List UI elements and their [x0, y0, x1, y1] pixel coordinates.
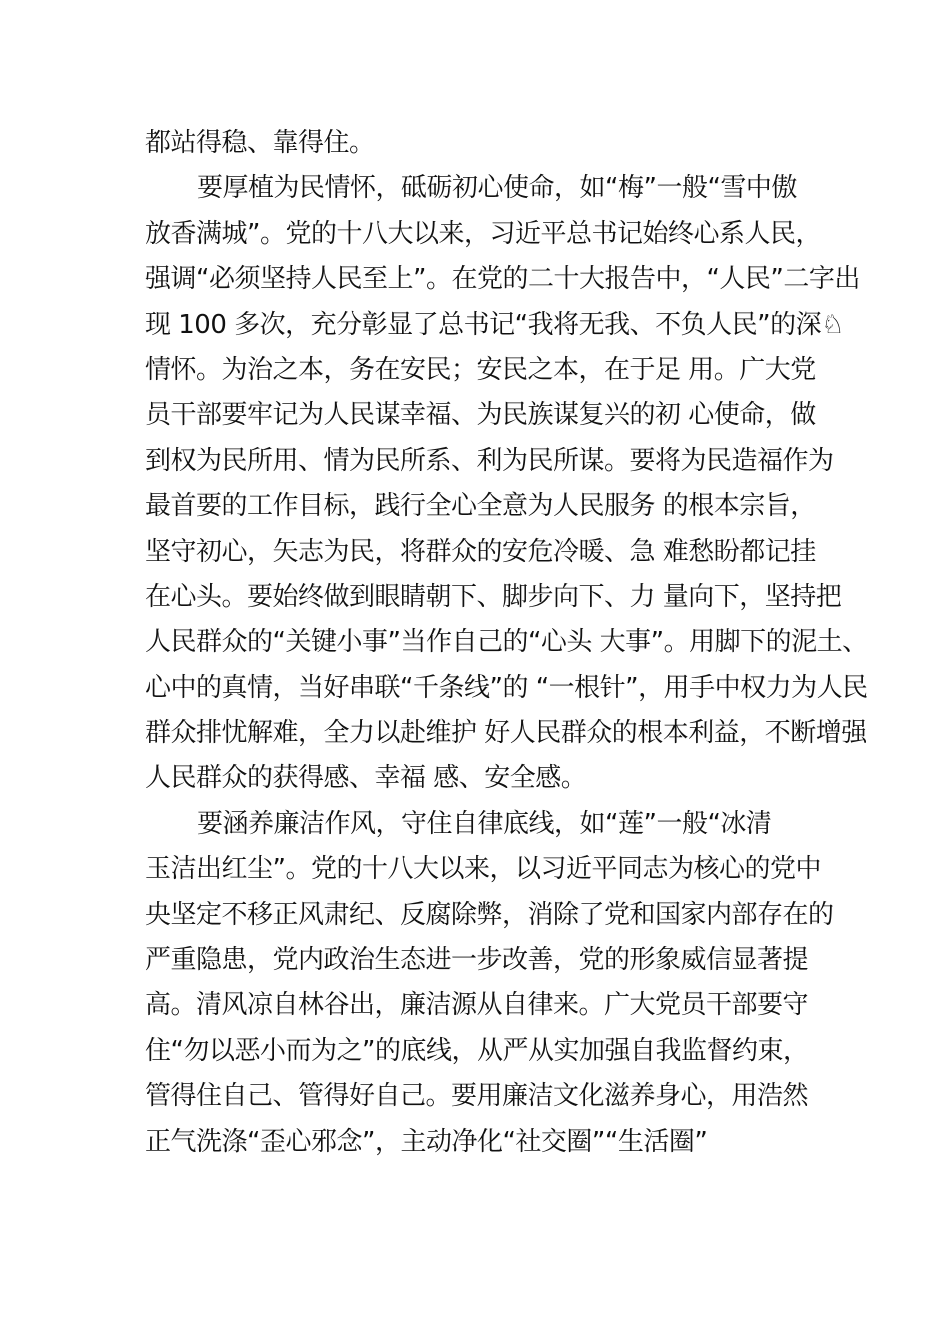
text-line: 坚守初心，矢志为民，将群众的安危冷暖、急 难愁盼都记挂 — [145, 536, 816, 567]
text-line: 都站得稳、靠得住。 — [145, 128, 375, 158]
text-line: 人民群众的“关键小事”当作自己的“心头 大事”。用脚下的泥土、 — [145, 627, 868, 658]
text-line: 群众排忧解难，全力以赴维护 好人民群众的根本利益，不断增强 — [145, 718, 867, 749]
text-line: 现 100 多次，充分彰显了总书记“我将无我、不负人民”的深♘ — [145, 309, 844, 340]
text-line: 要厚植为民情怀，砥砺初心使命，如“梅”一般“雪中傲 — [197, 173, 797, 204]
text-line: 人民群众的获得感、幸福 感、安全感。 — [145, 763, 587, 794]
text-line: 高。清风凉自林谷出，廉洁源从自律来。广大党员干部要守 — [145, 990, 809, 1021]
text-line: 到权为民所用、情为民所系、利为民所谋。要将为民造福作为 — [145, 445, 834, 476]
text-line: 管得住自己、管得好自己。要用廉洁文化滋养身心，用浩然 — [145, 1081, 809, 1112]
text-line: 要涵养廉洁作风，守住自律底线，如“莲”一般“冰清 — [197, 808, 772, 839]
text-line: 严重隐患，党内政治生态进一步改善，党的形象威信显著提 — [145, 945, 809, 976]
body-text — [145, 121, 868, 1165]
text-line: 情怀。为治之本，务在安民；安民之本，在于足 用。广大党 — [145, 354, 816, 385]
text-line: 在心头。要始终做到眼睛朝下、脚步向下、力 量向下，坚持把 — [145, 581, 842, 612]
text-line: 正气洗涤“歪心邪念”，主动净化“社交圈”“生活圈” — [145, 1126, 708, 1157]
text-line: 员干部要牢记为人民谋幸福、为民族谋复兴的初 心使命，做 — [145, 400, 816, 431]
text-line: 玉洁出红尘”。党的十八大以来，以习近平同志为核心的党中 — [145, 854, 821, 885]
text-line: 强调“必须坚持人民至上”。在党的二十大报告中，“人民”二字出 — [145, 264, 860, 295]
text-line: 放香满城”。党的十八大以来，习近平总书记始终心系人民， — [145, 218, 821, 249]
text-line: 央坚定不移正风肃纪、反腐除弊，消除了党和国家内部存在的 — [145, 899, 834, 930]
text-line: 最首要的工作目标，践行全心全意为人民服务 的根本宗旨， — [145, 491, 816, 522]
text-line: 心中的真情，当好串联“千条线”的 “一根针”，用手中权力为人民 — [145, 672, 868, 703]
text-line: 住“勿以恶小而为之”的底线，从严从实加强自我监督约束， — [145, 1035, 809, 1066]
